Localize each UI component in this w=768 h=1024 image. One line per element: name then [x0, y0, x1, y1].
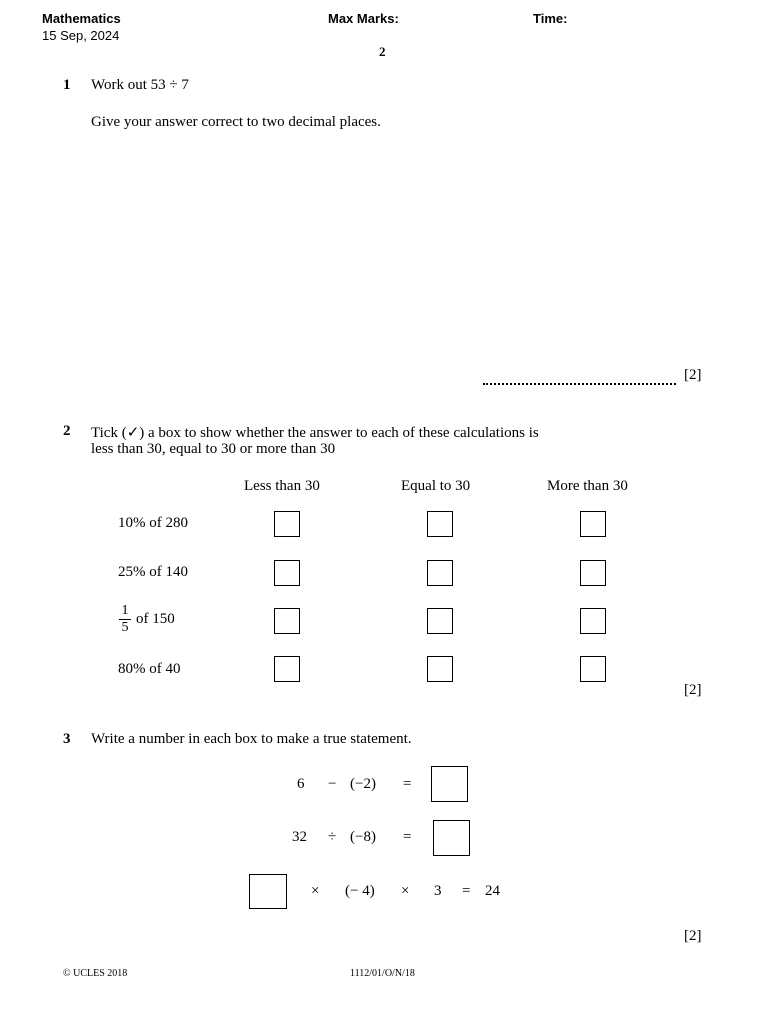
tick-box-row4-more[interactable]	[580, 656, 606, 682]
eq3-result: 24	[485, 883, 500, 899]
question-2-number: 2	[63, 423, 71, 439]
page-number: 2	[379, 44, 386, 59]
tick-box-row1-less[interactable]	[274, 511, 300, 537]
tick-box-row2-more[interactable]	[580, 560, 606, 586]
time-label: Time:	[533, 11, 568, 26]
eq2-equals-sign: =	[403, 829, 412, 845]
eq1-operand-b: (−2)	[350, 776, 376, 792]
eq1-operand-a: 6	[297, 776, 305, 792]
column-header-equal-to-30: Equal to 30	[401, 478, 471, 494]
eq1-equals-sign: =	[403, 776, 412, 792]
question-3-text: Write a number in each box to make a true statement.	[91, 731, 412, 747]
tick-box-row4-less[interactable]	[274, 656, 300, 682]
column-header-more-than-30: More than 30	[547, 478, 628, 494]
question-2-text-line-2: less than 30, equal to 30 or more than 30	[91, 441, 336, 457]
eq3-operand-b: (− 4)	[345, 883, 375, 899]
question-1-answer-line[interactable]	[483, 382, 676, 385]
column-header-less-than-30: Less than 30	[244, 478, 320, 494]
question-3-marks: [2]	[684, 928, 702, 944]
eq3-times-sign-2: ×	[401, 883, 410, 899]
footer-paper-code: 1112/01/O/N/18	[350, 968, 415, 979]
eq1-minus-sign: −	[328, 776, 337, 792]
fraction-numerator: 1	[121, 603, 129, 618]
question-2-text-line-1: Tick (✓) a box to show whether the answer to each of these calculations is	[91, 425, 539, 441]
max-marks-label: Max Marks:	[328, 11, 399, 26]
question-2-marks: [2]	[684, 682, 702, 698]
row-label-80-percent-of-40: 80% of 40	[118, 661, 181, 677]
tick-box-row3-equal[interactable]	[427, 608, 453, 634]
tick-box-row1-more[interactable]	[580, 511, 606, 537]
row-label-10-percent-of-280: 10% of 280	[118, 515, 188, 531]
fraction-denominator: 5	[121, 620, 129, 635]
exam-date: 15 Sep, 2024	[42, 28, 120, 43]
tick-box-row1-equal[interactable]	[427, 511, 453, 537]
question-1-text: Work out 53 ÷ 7	[91, 77, 189, 93]
question-1-instruction: Give your answer correct to two decimal places.	[91, 114, 381, 130]
row-label-of-150: of 150	[136, 611, 175, 627]
fraction-one-fifth	[119, 604, 131, 635]
eq2-operand-a: 32	[292, 829, 307, 845]
footer-copyright: © UCLES 2018	[63, 968, 128, 979]
question-1-marks: [2]	[684, 367, 702, 383]
tick-box-row4-equal[interactable]	[427, 656, 453, 682]
subject-title: Mathematics	[42, 11, 121, 26]
tick-box-row2-less[interactable]	[274, 560, 300, 586]
question-3-number: 3	[63, 731, 71, 747]
eq3-operand-c: 3	[434, 883, 442, 899]
tick-box-row2-equal[interactable]	[427, 560, 453, 586]
eq3-times-sign-1: ×	[311, 883, 320, 899]
eq3-equals-sign: =	[462, 883, 471, 899]
tick-box-row3-less[interactable]	[274, 608, 300, 634]
row-label-25-percent-of-140: 25% of 140	[118, 564, 188, 580]
eq1-answer-box[interactable]	[431, 766, 468, 802]
eq2-divide-sign: ÷	[328, 829, 337, 845]
eq3-answer-box[interactable]	[249, 874, 287, 909]
question-1-number: 1	[63, 77, 71, 93]
eq2-operand-b: (−8)	[350, 829, 376, 845]
eq2-answer-box[interactable]	[433, 820, 470, 856]
tick-box-row3-more[interactable]	[580, 608, 606, 634]
